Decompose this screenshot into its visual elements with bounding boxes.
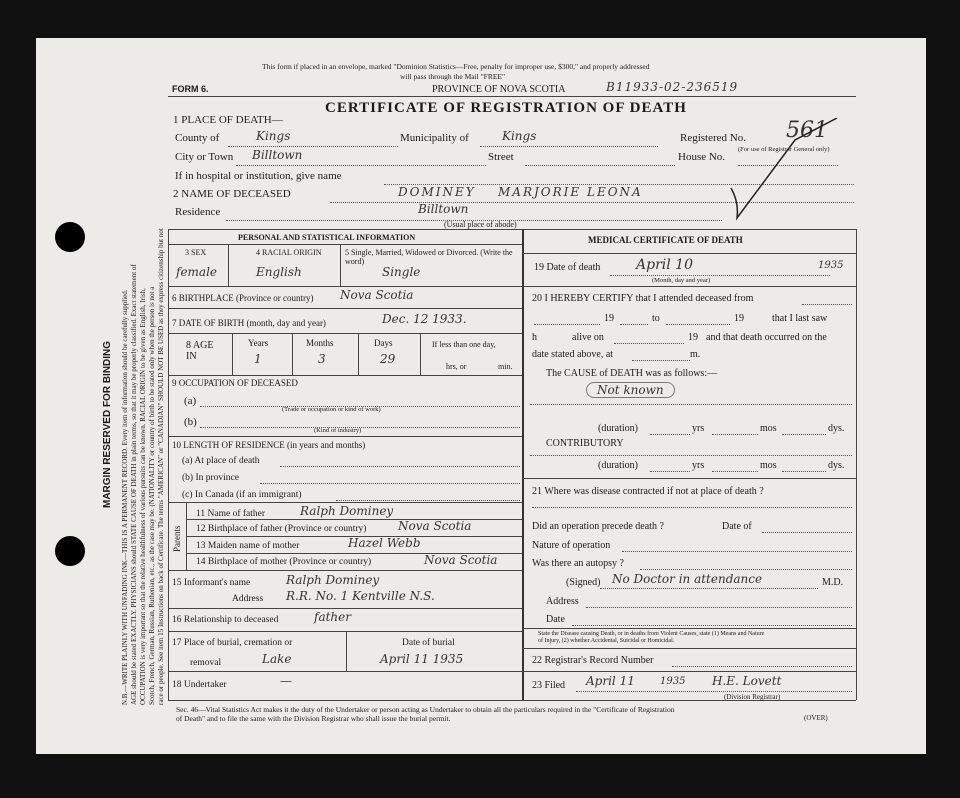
deceased-given-names: MARJORIE LEONA [498,185,643,199]
margin-note-5: race or people. See item 15 Instructions on back of Certificate. The terms "AMERICAN" or "CANADIAN" SHOULD NOT BE USED as they express citizenship but not [157,228,165,705]
cause-yrs: yrs [692,423,705,434]
father-birthplace-label: 12 Birthplace of father (Province or country) [196,524,367,534]
contrib-dys: dys. [828,460,845,471]
mother-birthplace-value: Nova Scotia [424,553,498,567]
mother-birthplace-label: 14 Birthplace of mother (Province or country) [196,557,372,567]
length-b-label: (b) In province [182,473,239,483]
residence-label: Residence [175,206,221,218]
filed-value: April 11 [586,674,635,688]
city-value: Billtown [252,148,303,162]
occupation-b-note: (Kind of industry) [314,427,362,434]
dob-value: Dec. 12 1933. [382,312,467,326]
cause-duration-label: (duration) [598,423,638,434]
house-no-label: House No. [678,151,726,163]
registrar-record-label: 22 Registrar's Record Number [532,655,654,666]
punch-hole-bottom [55,536,85,566]
burial-label-1: 17 Place of burial, cremation or [172,638,293,648]
place-heading: 1 PLACE OF DEATH— [173,114,283,126]
contrib-yrs: yrs [692,460,705,471]
certify-last-saw: that I last saw [772,313,828,324]
dob-label: 7 DATE OF BIRTH (month, day and year) [172,318,326,328]
signed-md: M.D. [822,577,844,588]
burial-date-label: Date of burial [402,638,455,648]
registrar-signature: H.E. Lovett [712,674,782,688]
envelope-notice-1: This form if placed in an envelope, marked "Dominion Statistics—Free, penalty for improper use, $300," and properly addressed [262,62,650,71]
occupation-b-label: (b) [184,416,197,428]
age-months-label: Months [306,338,334,348]
age-months-value: 3 [318,352,326,366]
birthplace-value: Nova Scotia [340,288,414,302]
sex-value: female [176,265,218,279]
cause-of-death-label: The CAUSE of DEATH was as follows:— [546,368,718,379]
autopsy-label: Was there an autopsy ? [532,558,624,569]
nature-of-operation-label: Nature of operation [532,540,611,551]
mother-value: Hazel Webb [348,536,421,550]
registered-no-value: 561 [786,118,828,143]
min-label: min. [498,362,513,371]
informant-value: Ralph Dominey [286,573,380,587]
signed-value: No Doctor in attendance [612,572,763,586]
birthplace-label: 6 BIRTHPLACE (Province or country) [172,293,314,303]
parents-label: Parents [172,525,182,552]
medical-heading: MEDICAL CERTIFICATE OF DEATH [588,235,743,245]
certify-line-1: 20 I HEREBY CERTIFY that I attended deceased from [532,293,754,304]
contrib-duration-label: (duration) [598,460,638,471]
hrs-label: hrs, or [446,362,467,371]
undertaker-value: — [280,674,292,688]
city-label: City or Town [175,151,234,163]
age-days-label: Days [374,338,393,348]
certify-m: m. [690,349,701,360]
burial-date-value: April 11 1935 [380,652,464,666]
burial-label-2: removal [190,658,222,668]
occupation-heading: 9 OCCUPATION OF DECEASED [172,378,298,388]
violent-causes-note-1: State the Disease causing Death, or in deaths from Violent Causes, state (1) Means and Nature [538,631,765,637]
certify-19-b: 19 [734,313,744,324]
registrar-note: (For use of Registrar General only) [738,146,830,153]
margin-note-1: N.B.—WRITE PLAINLY WITH UNFADING INK—THIS IS A PERMANENT RECORD. Every item of information should be carefully supplied. [121,289,129,705]
contributory-label: CONTRIBUTORY [546,438,624,449]
form-number: FORM 6. [172,84,209,94]
certify-to: to [652,313,660,324]
certify-death-occurred: and that death occurred on the [706,332,827,343]
registered-no-label: Registered No. [680,132,746,144]
cause-mos: mos [760,423,777,434]
binding-margin-label: MARGIN RESERVED FOR BINDING [102,340,113,508]
personal-heading: PERSONAL AND STATISTICAL INFORMATION [238,233,416,242]
date-of-death-year: 1935 [818,260,844,271]
length-c-label: (c) In Canada (if an immigrant) [182,490,302,500]
contrib-mos: mos [760,460,777,471]
street-label: Street [488,151,514,163]
margin-note-3: OCCUPATION is very important so that the relative healthfulness of various pursuits can be known. RACIAL ORIGIN to be given as English, Irish, [139,288,147,705]
operation-date-label: Date of [722,521,752,532]
racial-origin-value: English [256,265,302,279]
burial-place-value: Lake [262,652,292,666]
municipality-value: Kings [502,129,537,143]
father-value: Ralph Dominey [300,504,394,518]
filed-label: 23 Filed [532,680,566,691]
certify-19-a: 19 [604,313,614,324]
county-label: County of [175,132,220,144]
certify-19-c: 19 [688,332,698,343]
cause-of-death-value: Not known [586,382,675,398]
reference-number: B11933-02-236519 [606,80,739,94]
deceased-name-label: 2 NAME OF DECEASED [173,188,291,200]
age-label: 8 AGE IN [186,340,214,362]
relationship-value: father [314,610,351,624]
envelope-notice-2: will pass through the Mail "FREE" [400,72,506,81]
undertaker-label: 18 Undertaker [172,680,227,690]
marital-value: Single [382,265,421,279]
disease-contracted-label: 21 Where was disease contracted if not at place of death ? [532,486,764,497]
age-days-value: 29 [380,352,396,366]
municipality-label: Municipality of [400,132,469,144]
violent-causes-note-2: of Injury, (2) whether Accidental, Suicidal or Homicidal. [538,638,675,644]
racial-origin-label: 4 RACIAL ORIGIN [256,248,322,257]
mother-label: 13 Maiden name of mother [196,541,300,551]
less-than-day-label: If less than one day, [432,340,496,349]
province-label: PROVINCE OF NOVA SCOTIA [432,84,566,95]
margin-note-2: AGE should be stated EXACTLY. PHYSICIANS should STATE CAUSE OF DEATH in plain terms, so that it may be properly classified. Exact statement of [130,264,138,705]
hospital-label: If in hospital or institution, give name [175,170,342,182]
operation-label: Did an operation precede death ? [532,521,664,532]
date-of-death-value: April 10 [636,257,693,273]
father-label: 11 Name of father [196,509,266,519]
father-birthplace-value: Nova Scotia [398,519,472,533]
certify-h: h [532,332,537,343]
punch-hole-top [55,222,85,252]
date-of-death-note: (Month, day and year) [652,277,711,284]
signed-label: (Signed) [566,577,601,588]
marital-label: 5 Single, Married, Widowed or Divorced. (Write the word) [345,248,513,266]
length-a-label: (a) At place of death [182,456,260,466]
length-heading: 10 LENGTH OF RESIDENCE (in years and months) [172,440,366,450]
division-registrar-label: (Division Registrar) [724,693,781,701]
filed-year: 1935 [660,676,686,687]
age-years-value: 1 [254,352,262,366]
deceased-surname: DOMINEY [398,185,476,199]
signer-date-label: Date [546,614,565,625]
occupation-a-label: (a) [184,395,197,407]
sex-label: 3 SEX [185,248,207,257]
header-rule [168,96,856,97]
footer-line-1: Sec. 46—Vital Statistics Act makes it the duty of the Undertaker or person acting as Undertaker to obtain all the particulars required in the "Certificate of Registration [176,705,675,714]
residence-value: Billtown [418,202,469,216]
abode-note: (Usual place of abode) [444,220,517,229]
age-years-label: Years [248,338,269,348]
registrar-check-mark [725,118,845,223]
informant-label: 15 Informant's name [172,578,251,588]
informant-address-value: R.R. No. 1 Kentville N.S. [286,589,435,603]
county-value: Kings [256,129,291,143]
relationship-label: 16 Relationship to deceased [172,615,279,625]
informant-address-label: Address [232,594,264,604]
cause-dys: dys. [828,423,845,434]
signer-address-label: Address [546,596,579,607]
certificate-title: CERTIFICATE OF REGISTRATION OF DEATH [325,100,687,116]
date-of-death-label: 19 Date of death [534,262,601,273]
certify-alive-on: alive on [572,332,604,343]
footer-line-2: of Death" and to file the same with the Division Registrar who shall issue the burial permit. [176,714,451,723]
certify-date-stated: date stated above, at [532,349,614,360]
occupation-a-note: (Trade or occupation or kind of work) [282,406,381,413]
margin-note-4: Scotch, French, German, Russian, Ruthenian, etc., as the case may be. (NATIONALITY or country of birth to be stated only when the person is not a [148,286,156,705]
footer-over: (OVER) [804,714,828,722]
